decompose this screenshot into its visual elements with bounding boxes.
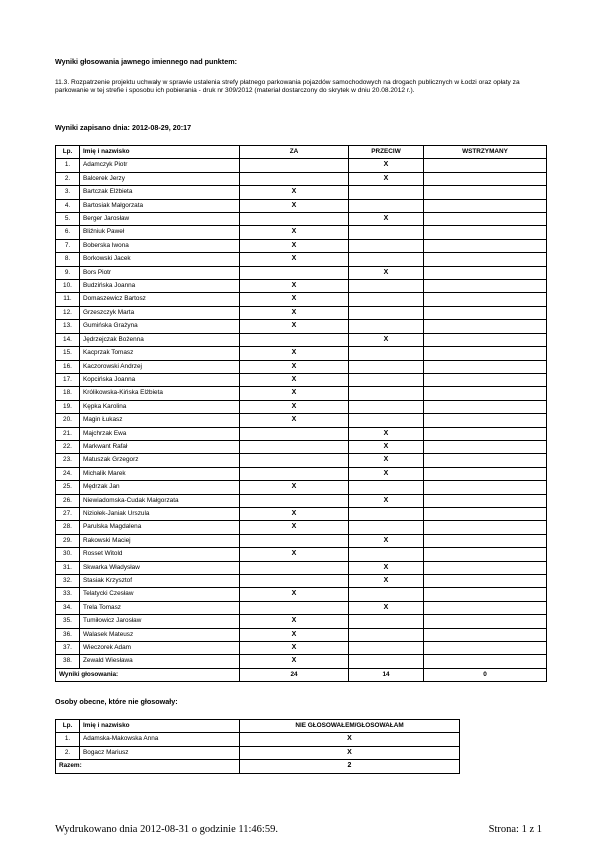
row-za xyxy=(240,454,349,467)
row-przeciw xyxy=(349,360,424,373)
present-header-lp: Lp. xyxy=(56,720,80,733)
row-za: X xyxy=(240,400,349,413)
row-lp: 4. xyxy=(56,199,80,212)
row-za: X xyxy=(240,481,349,494)
row-name: Bartczak Elżbieta xyxy=(80,186,240,199)
row-lp: 38. xyxy=(56,655,80,668)
row-przeciw xyxy=(349,507,424,520)
table-row xyxy=(56,601,547,614)
present-not-voting-table xyxy=(55,719,460,774)
table-row xyxy=(56,454,547,467)
row-przeciw: X xyxy=(349,333,424,346)
row-name: Markwant Rafał xyxy=(80,440,240,453)
row-przeciw: X xyxy=(349,534,424,547)
table-row xyxy=(56,280,547,293)
table-row xyxy=(56,266,547,279)
row-lp: 10. xyxy=(56,280,80,293)
row-przeciw xyxy=(349,481,424,494)
row-przeciw xyxy=(349,199,424,212)
row-lp: 30. xyxy=(56,548,80,561)
row-przeciw xyxy=(349,239,424,252)
row-name: Jędrzejczak Bożenna xyxy=(80,333,240,346)
row-za: X xyxy=(240,320,349,333)
header-wstrzymany: WSTRZYMANY xyxy=(424,146,547,159)
row-wstrzymany xyxy=(424,186,547,199)
row-lp: 2. xyxy=(56,172,80,185)
row-za xyxy=(240,427,349,440)
row-lp: 14. xyxy=(56,333,80,346)
row-lp: 35. xyxy=(56,615,80,628)
row-name: Wieczorek Adam xyxy=(80,642,240,655)
row-przeciw: X xyxy=(349,494,424,507)
row-za xyxy=(240,213,349,226)
row-przeciw: X xyxy=(349,561,424,574)
row-lp: 32. xyxy=(56,575,80,588)
row-wstrzymany xyxy=(424,320,547,333)
vote-table-header xyxy=(56,146,547,159)
row-wstrzymany xyxy=(424,454,547,467)
row-za: X xyxy=(240,306,349,319)
summary-wstrzymany: 0 xyxy=(424,668,547,681)
row-wstrzymany xyxy=(424,601,547,614)
table-row xyxy=(56,239,547,252)
row-przeciw xyxy=(349,628,424,641)
row-przeciw xyxy=(349,306,424,319)
row-wstrzymany xyxy=(424,159,547,172)
table-row xyxy=(56,199,547,212)
table-row xyxy=(56,561,547,574)
present-summary-label: Razem: xyxy=(56,760,240,773)
row-name: Parulska Magdalena xyxy=(80,521,240,534)
row-za: X xyxy=(240,293,349,306)
table-row xyxy=(56,347,547,360)
table-row xyxy=(56,306,547,319)
row-wstrzymany xyxy=(424,253,547,266)
row-wstrzymany xyxy=(424,373,547,386)
row-za: X xyxy=(240,226,349,239)
row-lp: 34. xyxy=(56,601,80,614)
table-row xyxy=(56,320,547,333)
row-przeciw xyxy=(349,615,424,628)
row-lp: 9. xyxy=(56,266,80,279)
row-przeciw: X xyxy=(349,159,424,172)
row-wstrzymany xyxy=(424,199,547,212)
row-przeciw xyxy=(349,253,424,266)
present-row-mark: X xyxy=(240,746,460,759)
row-name: Magin Łukasz xyxy=(80,414,240,427)
row-lp: 19. xyxy=(56,400,80,413)
table-row xyxy=(56,588,547,601)
row-wstrzymany xyxy=(424,333,547,346)
present-summary-row xyxy=(56,760,460,773)
row-lp: 23. xyxy=(56,454,80,467)
row-za xyxy=(240,172,349,185)
row-lp: 6. xyxy=(56,226,80,239)
table-row xyxy=(56,521,547,534)
table-row xyxy=(56,575,547,588)
present-row-name: Adamska-Makowska Anna xyxy=(80,733,240,746)
row-za: X xyxy=(240,347,349,360)
row-lp: 8. xyxy=(56,253,80,266)
vote-summary-row xyxy=(56,668,547,681)
row-wstrzymany xyxy=(424,575,547,588)
row-wstrzymany xyxy=(424,347,547,360)
row-name: Tumiłowicz Jarosław xyxy=(80,615,240,628)
row-za: X xyxy=(240,615,349,628)
header-name: Imię i nazwisko xyxy=(80,146,240,159)
row-wstrzymany xyxy=(424,387,547,400)
row-wstrzymany xyxy=(424,172,547,185)
present-header-not-voted: NIE GŁOSOWAŁEM/GŁOSOWAŁAM xyxy=(240,720,460,733)
row-name: Balcerek Jerzy xyxy=(80,172,240,185)
row-name: Boberska Iwona xyxy=(80,239,240,252)
row-za: X xyxy=(240,414,349,427)
row-lp: 11. xyxy=(56,293,80,306)
row-za xyxy=(240,266,349,279)
present-row-name: Bogacz Mariusz xyxy=(80,746,240,759)
row-za: X xyxy=(240,360,349,373)
row-name: Królikowska-Kińska Elżbieta xyxy=(80,387,240,400)
row-za: X xyxy=(240,253,349,266)
row-wstrzymany xyxy=(424,534,547,547)
header-za: ZA xyxy=(240,146,349,159)
row-lp: 16. xyxy=(56,360,80,373)
table-row xyxy=(56,400,547,413)
row-lp: 37. xyxy=(56,642,80,655)
table-row xyxy=(56,615,547,628)
row-przeciw xyxy=(349,548,424,561)
row-wstrzymany xyxy=(424,400,547,413)
row-za: X xyxy=(240,239,349,252)
row-za: X xyxy=(240,655,349,668)
row-wstrzymany xyxy=(424,414,547,427)
table-row xyxy=(56,655,547,668)
row-lp: 26. xyxy=(56,494,80,507)
row-name: Stasiak Krzysztof xyxy=(80,575,240,588)
row-przeciw: X xyxy=(349,172,424,185)
table-row xyxy=(56,467,547,480)
results-heading: Wyniki głosowania jawnego imiennego nad punktem: xyxy=(55,57,237,66)
row-lp: 3. xyxy=(56,186,80,199)
row-lp: 22. xyxy=(56,440,80,453)
row-wstrzymany xyxy=(424,615,547,628)
row-lp: 28. xyxy=(56,521,80,534)
row-wstrzymany xyxy=(424,427,547,440)
row-name: Berger Jarosław xyxy=(80,213,240,226)
row-wstrzymany xyxy=(424,467,547,480)
row-przeciw: X xyxy=(349,213,424,226)
present-table-header xyxy=(56,720,460,733)
row-za: X xyxy=(240,280,349,293)
row-wstrzymany xyxy=(424,360,547,373)
row-name: Niziołek-Janiak Urszula xyxy=(80,507,240,520)
present-row-mark: X xyxy=(240,733,460,746)
row-przeciw xyxy=(349,226,424,239)
row-lp: 18. xyxy=(56,387,80,400)
row-lp: 7. xyxy=(56,239,80,252)
row-przeciw: X xyxy=(349,454,424,467)
table-row xyxy=(56,159,547,172)
row-za xyxy=(240,561,349,574)
row-za: X xyxy=(240,628,349,641)
row-name: Rakowski Maciej xyxy=(80,534,240,547)
present-header-name: Imię i nazwisko xyxy=(80,720,240,733)
row-lp: 20. xyxy=(56,414,80,427)
table-row xyxy=(56,440,547,453)
row-przeciw xyxy=(349,414,424,427)
row-lp: 36. xyxy=(56,628,80,641)
table-row xyxy=(56,628,547,641)
table-row xyxy=(56,642,547,655)
row-lp: 15. xyxy=(56,347,80,360)
row-name: Budzińska Joanna xyxy=(80,280,240,293)
row-przeciw: X xyxy=(349,427,424,440)
row-name: Telatycki Czesław xyxy=(80,588,240,601)
row-za: X xyxy=(240,642,349,655)
row-wstrzymany xyxy=(424,293,547,306)
row-name: Borkowski Jacek xyxy=(80,253,240,266)
row-name: Michalik Marek xyxy=(80,467,240,480)
row-name: Skwarka Władysław xyxy=(80,561,240,574)
present-row xyxy=(56,746,460,759)
row-name: Bors Piotr xyxy=(80,266,240,279)
table-row xyxy=(56,213,547,226)
table-row xyxy=(56,548,547,561)
row-wstrzymany xyxy=(424,507,547,520)
row-lp: 12. xyxy=(56,306,80,319)
row-za xyxy=(240,440,349,453)
row-name: Kaczorowski Andrzej xyxy=(80,360,240,373)
row-name: Bliźniuk Paweł xyxy=(80,226,240,239)
row-wstrzymany xyxy=(424,440,547,453)
row-name: Grzeszczyk Marta xyxy=(80,306,240,319)
row-za: X xyxy=(240,521,349,534)
row-name: Kępka Karolina xyxy=(80,400,240,413)
table-row xyxy=(56,387,547,400)
print-timestamp: Wydrukowano dnia 2012-08-31 o godzinie 11:46:59. xyxy=(55,824,278,835)
row-za: X xyxy=(240,199,349,212)
present-not-voting-heading: Osoby obecne, które nie głosowały: xyxy=(55,697,178,706)
row-name: Trela Tomasz xyxy=(80,601,240,614)
row-za: X xyxy=(240,548,349,561)
row-lp: 25. xyxy=(56,481,80,494)
page-number: Strona: 1 z 1 xyxy=(488,824,542,835)
row-przeciw xyxy=(349,186,424,199)
row-lp: 24. xyxy=(56,467,80,480)
table-row xyxy=(56,226,547,239)
row-name: Zewald Wiesława xyxy=(80,655,240,668)
row-name: Rosset Witold xyxy=(80,548,240,561)
present-row xyxy=(56,733,460,746)
row-przeciw: X xyxy=(349,467,424,480)
row-przeciw xyxy=(349,347,424,360)
header-przeciw: PRZECIW xyxy=(349,146,424,159)
agenda-item-description: 11.3. Rozpatrzenie projektu uchwały w sprawie ustalenia strefy płatnego parkowania pojazdów samochodowych na drogach publicznych w Łodzi oraz opłaty za parkowanie w tej strefie i sposobu ich pobierania - druk nr 309/2012 (materiał dostarczony do skrytek w dniu 20.08.2012 r.). xyxy=(55,79,520,95)
row-lp: 27. xyxy=(56,507,80,520)
row-wstrzymany xyxy=(424,642,547,655)
header-lp: Lp. xyxy=(56,146,80,159)
row-lp: 17. xyxy=(56,373,80,386)
row-wstrzymany xyxy=(424,561,547,574)
row-name: Matuszak Grzegorz xyxy=(80,454,240,467)
row-lp: 29. xyxy=(56,534,80,547)
row-wstrzymany xyxy=(424,266,547,279)
table-row xyxy=(56,186,547,199)
table-row xyxy=(56,494,547,507)
row-name: Kacprzak Tomasz xyxy=(80,347,240,360)
row-za xyxy=(240,575,349,588)
table-row xyxy=(56,293,547,306)
row-name: Kopcińska Joanna xyxy=(80,373,240,386)
row-przeciw xyxy=(349,320,424,333)
row-wstrzymany xyxy=(424,655,547,668)
row-przeciw xyxy=(349,373,424,386)
row-wstrzymany xyxy=(424,239,547,252)
row-za xyxy=(240,601,349,614)
row-name: Mędrzak Jan xyxy=(80,481,240,494)
row-za xyxy=(240,333,349,346)
row-lp: 31. xyxy=(56,561,80,574)
row-name: Adamczyk Piotr xyxy=(80,159,240,172)
row-za xyxy=(240,159,349,172)
row-za: X xyxy=(240,507,349,520)
table-row xyxy=(56,253,547,266)
row-przeciw: X xyxy=(349,440,424,453)
row-wstrzymany xyxy=(424,628,547,641)
row-przeciw xyxy=(349,521,424,534)
table-row xyxy=(56,360,547,373)
row-przeciw xyxy=(349,588,424,601)
row-przeciw: X xyxy=(349,601,424,614)
row-przeciw xyxy=(349,387,424,400)
row-wstrzymany xyxy=(424,494,547,507)
row-wstrzymany xyxy=(424,226,547,239)
row-name: Niewiadomska-Cudak Małgorzata xyxy=(80,494,240,507)
row-przeciw xyxy=(349,280,424,293)
vote-results-table xyxy=(55,145,547,682)
row-przeciw: X xyxy=(349,266,424,279)
row-wstrzymany xyxy=(424,481,547,494)
row-lp: 13. xyxy=(56,320,80,333)
table-row xyxy=(56,373,547,386)
row-lp: 33. xyxy=(56,588,80,601)
row-name: Walasek Mateusz xyxy=(80,628,240,641)
row-za: X xyxy=(240,588,349,601)
row-za: X xyxy=(240,387,349,400)
present-summary-value: 2 xyxy=(240,760,460,773)
row-przeciw xyxy=(349,642,424,655)
row-name: Bartosiak Małgorzata xyxy=(80,199,240,212)
table-row xyxy=(56,534,547,547)
row-przeciw xyxy=(349,400,424,413)
row-name: Gumińska Grażyna xyxy=(80,320,240,333)
table-row xyxy=(56,414,547,427)
row-wstrzymany xyxy=(424,280,547,293)
row-przeciw: X xyxy=(349,575,424,588)
row-za xyxy=(240,494,349,507)
summary-przeciw: 14 xyxy=(349,668,424,681)
row-wstrzymany xyxy=(424,306,547,319)
present-row-lp: 1. xyxy=(56,733,80,746)
present-row-lp: 2. xyxy=(56,746,80,759)
row-za xyxy=(240,467,349,480)
row-lp: 1. xyxy=(56,159,80,172)
row-wstrzymany xyxy=(424,588,547,601)
summary-za: 24 xyxy=(240,668,349,681)
saved-timestamp: Wyniki zapisano dnia: 2012-08-29, 20:17 xyxy=(55,123,192,132)
table-row xyxy=(56,333,547,346)
row-name: Majchrzak Ewa xyxy=(80,427,240,440)
row-wstrzymany xyxy=(424,548,547,561)
row-przeciw xyxy=(349,655,424,668)
row-przeciw xyxy=(349,293,424,306)
row-wstrzymany xyxy=(424,213,547,226)
row-lp: 5. xyxy=(56,213,80,226)
row-za xyxy=(240,534,349,547)
table-row xyxy=(56,481,547,494)
row-wstrzymany xyxy=(424,521,547,534)
table-row xyxy=(56,427,547,440)
summary-label: Wyniki głosowania: xyxy=(56,668,240,681)
table-row xyxy=(56,507,547,520)
row-za: X xyxy=(240,186,349,199)
row-za: X xyxy=(240,373,349,386)
row-name: Domaszewicz Bartosz xyxy=(80,293,240,306)
row-lp: 21. xyxy=(56,427,80,440)
table-row xyxy=(56,172,547,185)
